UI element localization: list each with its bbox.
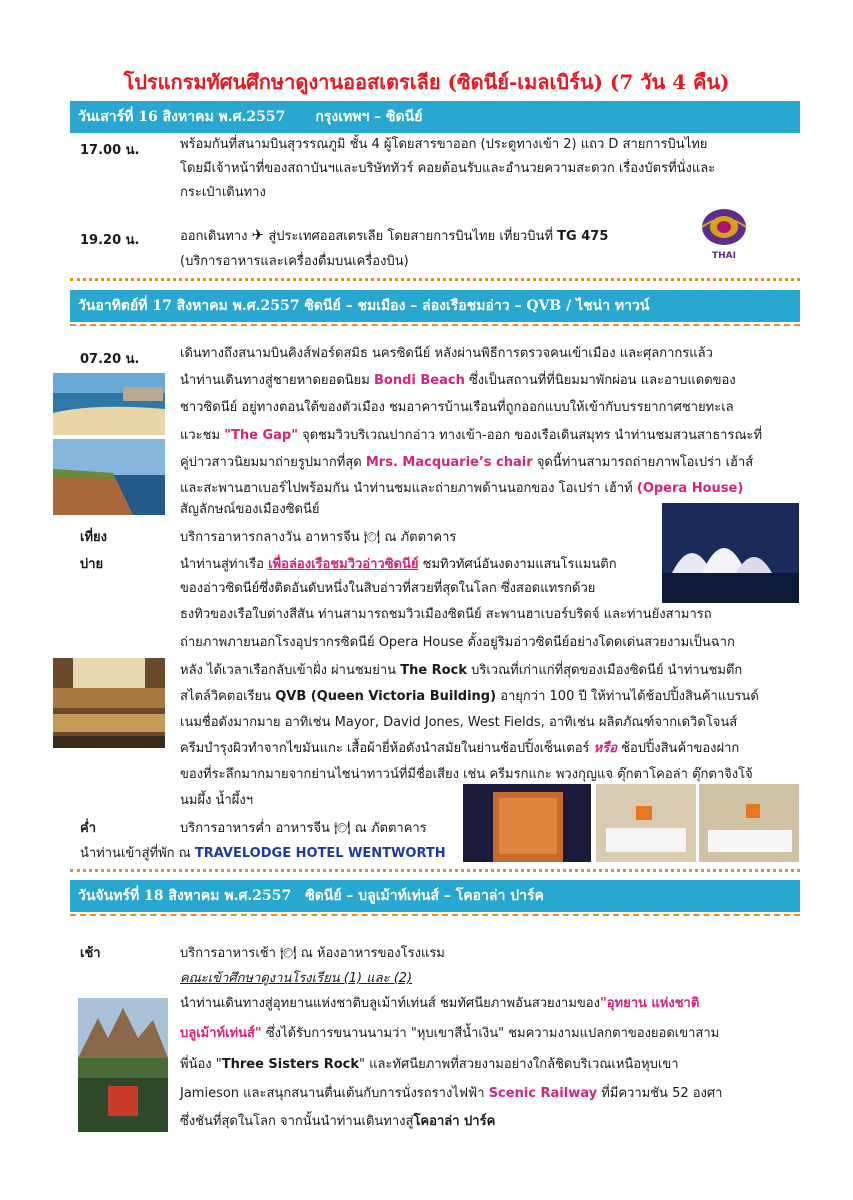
thai-logo-text: THAI bbox=[712, 251, 736, 261]
day2-line-14: สไตล์วิคตอเรียน QVB (Queen Victoria Building) อายุกว่า 100 ปี ให้ท่านได้ช้อปปิ้งสินค้าแบรนด์ bbox=[180, 689, 759, 704]
day2-hotel: นำท่านเข้าสู่ที่พัก ณ TRAVELODGE HOTEL WENTWORTH bbox=[80, 846, 446, 861]
or-word: หรือ bbox=[593, 741, 617, 756]
day2-line-10: ของอ่าวซิดนีย์ซึ่งติดอันดับหนึ่งในสิบอ่าวที่สวยที่สุดในโลก ซึ่งสอดแทรกด้วย bbox=[180, 581, 596, 596]
day-3-header bbox=[70, 880, 800, 912]
day1-line-1: พร้อมกันที่สนามบินสุวรรณภูมิ ชั้น 4 ผู้โดยสารขาออก (ประตูทางเข้า 2) แถว D สายการบินไทย bbox=[180, 137, 708, 152]
the-gap-name: "The Gap" bbox=[224, 428, 298, 443]
the-gap-photo bbox=[53, 439, 165, 515]
day2-line-16: ครีมบำรุงผิวทำจากไขมันแกะ เสื้อผ้ายี่ห้อดังนำสมัยในย่านช้อปปิ้งเซ็นเตอร์ หรือ ช้อปปิ้งสินค้าของฝาก bbox=[180, 741, 740, 756]
qvb-name: QVB (Queen Victoria Building) bbox=[275, 689, 497, 704]
thai-airways-logo bbox=[696, 205, 752, 269]
study-visit: คณะเข้าศึกษาดูงานโรงเรียน (1) และ (2) bbox=[180, 971, 413, 986]
hotel-rooms-photo bbox=[596, 784, 799, 862]
day2-line-7: สัญลักษณ์ของเมืองซิดนีย์ bbox=[180, 502, 320, 517]
day3-line-4: Jamieson และสนุกสนานตื่นเต้นกับการนั่งรถรางไฟฟ้า Scenic Railway ที่มีความชัน 52 องศา bbox=[180, 1086, 723, 1101]
day1-line-3: กระเป๋าเดินทาง bbox=[180, 185, 266, 200]
morning-label: เช้า bbox=[80, 946, 101, 961]
divider-dots-1 bbox=[70, 278, 800, 281]
day-1-header bbox=[70, 101, 800, 133]
divider-dash-4 bbox=[70, 914, 800, 916]
flight-number: TG 475 bbox=[557, 229, 609, 244]
day-2-header: วันอาทิตย์ที่ 17 สิงหาคม พ.ศ.2557 ซิดนีย์ – ชมเมือง – ล่องเรือชมอ่าว – QVB / ไชน่า ทาวน์ bbox=[70, 290, 800, 322]
time-0720: 07.20 น. bbox=[80, 352, 140, 367]
day-3-route: ซิดนีย์ – บลูเม้าท์เท่นส์ – โคอาล่า ปาร์ค bbox=[305, 888, 544, 904]
day3-breakfast: บริการอาหารเช้า 🍽 ณ ห้องอาหารของโรงแรม bbox=[180, 946, 445, 961]
bondi-beach-photo bbox=[53, 373, 165, 435]
day2-line-18: นมผึ้ง น้ำผึ้งฯ bbox=[180, 793, 254, 808]
day2-lunch: บริการอาหารกลางวัน อาหารจีน 🍽 ณ ภัตตาคาร bbox=[180, 530, 457, 545]
day2-line-9: นำท่านสู่ท่าเรือ เพื่อล่องเรือชมวิวอ่าวซิดนีย์ ชมทิวทัศน์อันงดงามแสนโรแมนติก bbox=[180, 557, 617, 572]
meal-icon: 🍽 bbox=[363, 530, 381, 545]
macquarie-chair-name: Mrs. Macquarie’s chair bbox=[365, 455, 533, 470]
blue-mountains-photo bbox=[78, 998, 168, 1132]
meal-icon: 🍽 bbox=[334, 821, 351, 836]
day3-line-5: ซึ่งชันที่สุดในโลก จากนั้นนำท่านเดินทางสู่โคอาล่า ปาร์ค bbox=[180, 1114, 496, 1129]
dinner-label: ค่ำ bbox=[80, 821, 96, 836]
day2-line-12: ถ่ายภาพภายนอกโรงอุปรากรซิดนีย์ Opera House ตั้งอยู่ริมอ่าวซิดนีย์อย่างโดดเด่นสวยงามเป็นฉาก bbox=[180, 635, 735, 650]
day2-dinner: บริการอาหารค่ำ อาหารจีน 🍽 ณ ภัตตาคาร bbox=[180, 821, 427, 836]
day2-line-2: นำท่านเดินทางสู่ชายหาดยอดนิยม Bondi Beach ซึ่งเป็นสถานที่ที่นิยมมาพักผ่อน และอาบแดดของ bbox=[180, 373, 736, 388]
day1-line-2: โดยมีเจ้าหน้าที่ของสถาบันฯและบริษัททัวร์ คอยต้อนรับและอำนวยความสะดวก เรื่องบัตรที่นั่งและ bbox=[180, 161, 716, 176]
lunch-label: เที่ยง bbox=[80, 530, 107, 545]
divider-dash-2 bbox=[70, 324, 800, 326]
three-sisters-name: Three Sisters Rock bbox=[221, 1057, 359, 1072]
qvb-interior-photo bbox=[53, 658, 165, 748]
time-1700: 17.00 น. bbox=[80, 143, 140, 158]
airplane-icon: ✈ bbox=[251, 226, 265, 244]
day-1-date: วันเสาร์ที่ 16 สิงหาคม พ.ศ.2557 bbox=[78, 109, 286, 125]
day3-line-1: นำท่านเดินทางสู่อุทยานแห่งชาติบลูเม้าท์เท่นส์ ชมทัศนียภาพอันสวยงามของ"อุทยาน แห่งชาติ bbox=[180, 996, 700, 1011]
hotel-name: TRAVELODGE HOTEL WENTWORTH bbox=[194, 846, 446, 861]
day2-line-17: ของที่ระลึกมากมายจากย่านไชน่าทาวน์ที่มีชื่อเสียง เช่น ครีมรกแกะ พวงกุญแจ ตุ๊กตาโคอล่า ตุ๊กตาจิงโจ้ bbox=[180, 767, 753, 782]
day2-line-11: ธงทิวของเรือใบต่างสีสัน ท่านสามารถชมวิวเมืองซิดนีย์ สะพานฮาเบอร์บริดจ์ และท่านยังสามารถ bbox=[180, 607, 712, 622]
the-rock-name: The Rock bbox=[400, 663, 467, 678]
day2-line-4: แวะชม "The Gap" จุดชมวิวบริเวณปากอ่าว ทางเข้า-ออก ของเรือเดินสมุทร นำท่านชมสวนสาธารณะที่ bbox=[180, 428, 763, 443]
afternoon-label: บ่าย bbox=[80, 557, 104, 572]
day2-line-3: ชาวซิดนีย์ อยู่ทางตอนใต้ของตัวเมือง ชมอาคารบ้านเรือนที่ถูกออกแบบให้เข้ากับบรรยากาศชายทะเล bbox=[180, 400, 734, 415]
time-1920: 19.20 น. bbox=[80, 233, 140, 248]
page-title: โปรแกรมทัศนศึกษาดูงานออสเตรเลีย (ซิดนีย์-เมลเบิร์น) (7 วัน 4 คืน) bbox=[123, 70, 730, 94]
day2-line-15: เนมชื่อดังมากมาย อาทิเช่น Mayor, David Jones, West Fields, อาทิเช่น ผลิตภัณฑ์จากเดวิดโจนส์ bbox=[180, 715, 738, 730]
day1-line-4: ออกเดินทาง ✈ สู่ประเทศออสเตรเลีย โดยสายการบินไทย เที่ยวบินที่ TG 475 bbox=[180, 226, 609, 244]
harbour-cruise-name: เพื่อล่องเรือชมวิวอ่าวซิดนีย์ bbox=[268, 557, 419, 572]
scenic-railway-name: Scenic Railway bbox=[488, 1086, 598, 1101]
day2-line-5: คู่บ่าวสาวนิยมมาถ่ายรูปมากที่สุด Mrs. Macquarie’s chair จุดนี้ท่านสามารถถ่ายภาพโอเปร่า เฮ้าส์ bbox=[180, 455, 754, 470]
day-1-route: กรุงเทพฯ – ซิดนีย์ bbox=[315, 109, 423, 125]
divider-dots-3 bbox=[70, 869, 800, 872]
day-3-date: วันจันทร์ที่ 18 สิงหาคม พ.ศ.2557 bbox=[78, 888, 292, 904]
day3-line-3: พี่น้อง "Three Sisters Rock" และทัศนียภาพที่สวยงามอย่างใกล้ชิดบริเวณเหนือหุบเขา bbox=[180, 1057, 679, 1072]
meal-icon: 🍽 bbox=[280, 946, 297, 961]
bondi-beach-name: Bondi Beach bbox=[374, 373, 465, 388]
day3-line-2: บลูเม้าท์เท่นส์" ซึ่งได้รับการขนานนามว่า "หุบเขาสีน้ำเงิน" ชมความงามแปลกตาของยอดเขาสาม bbox=[180, 1026, 720, 1041]
park-name-2: บลูเม้าท์เท่นส์" bbox=[180, 1026, 262, 1041]
opera-house-photo bbox=[662, 503, 799, 603]
opera-house-name: (Opera House) bbox=[636, 481, 744, 496]
hotel-exterior-photo bbox=[463, 784, 591, 862]
day2-line-13: หลัง ได้เวลาเรือกลับเข้าฝั่ง ผ่านชมย่าน The Rock บริเวณที่เก่าแก่ที่สุดของเมืองซิดนีย์ นำท่านชมตึก bbox=[180, 663, 743, 678]
koala-park-name: โคอาล่า ปาร์ค bbox=[413, 1114, 496, 1129]
park-name-1: "อุทยาน แห่งชาติ bbox=[599, 996, 700, 1011]
day2-line-6: และสะพานฮาเบอร์ไปพร้อมกัน นำท่านชมและถ่ายภาพด้านนอกของ โอเปร่า เฮ้าท์ (Opera House) bbox=[180, 481, 744, 496]
day1-line-5: (บริการอาหารและเครื่องดื่มบนเครื่องบิน) bbox=[180, 254, 409, 269]
day2-line-1: เดินทางถึงสนามบินคิงส์ฟอร์ดสมิธ นครซิดนีย์ หลังผ่านพิธีการตรวจคนเข้าเมือง และศุลกากรแล้ว bbox=[180, 346, 713, 361]
